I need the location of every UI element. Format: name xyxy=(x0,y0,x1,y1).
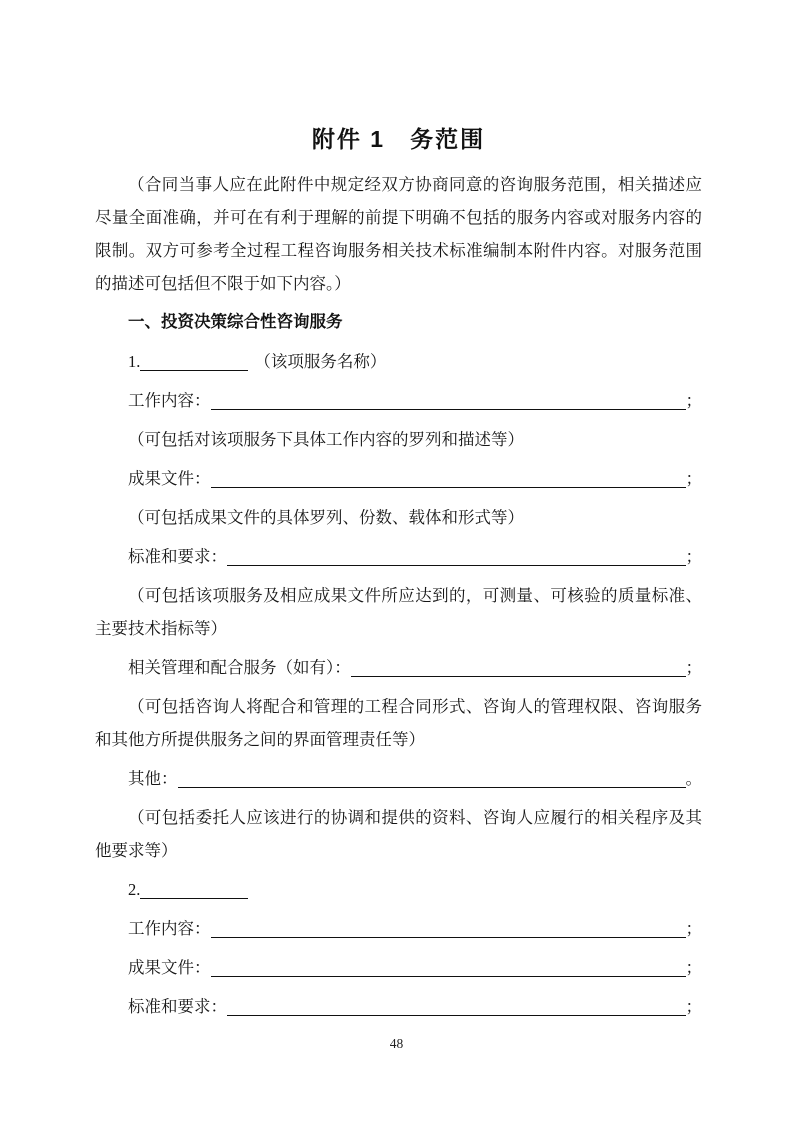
item-1-management-note: （可包括咨询人将配合和管理的工程合同形式、咨询人的管理权限、咨询服务和其他方所提供服务之间的界面管理责任等） xyxy=(95,697,702,749)
item-1-management-blank[interactable] xyxy=(351,648,686,687)
item-2-number: 2. xyxy=(128,880,141,899)
work-content-label: 工作内容： xyxy=(128,391,211,410)
management-terminator: ； xyxy=(685,658,702,677)
item-1-other-row xyxy=(95,759,702,798)
item-1-standards-row xyxy=(95,537,702,576)
item-2-deliverables-row xyxy=(95,948,702,987)
item-2-deliverables-blank[interactable] xyxy=(211,948,686,987)
item-1-other-blank[interactable] xyxy=(178,759,686,798)
item-1-work-content-row xyxy=(95,381,702,420)
management-label: 相关管理和配合服务（如有）： xyxy=(128,658,351,677)
item-2-standards-blank[interactable] xyxy=(227,987,686,1026)
work-content-label: 工作内容： xyxy=(128,919,211,938)
other-label: 其他： xyxy=(128,769,178,788)
page-number: 48 xyxy=(389,1036,404,1051)
item-1-management-row xyxy=(95,648,702,687)
item-1-service-name-blank[interactable] xyxy=(140,342,248,381)
intro-paragraph: （合同当事人应在此附件中规定经双方协商同意的咨询服务范围，相关描述应尽量全面准确，并可在有利于理解的前提下明确不包括的服务内容或对服务内容的限制。双方可参考全过程工程咨询服务相关技术标准编制本附件内容。对服务范围的描述可包括但不限于如下内容。） xyxy=(95,175,702,293)
item-1-work-content-blank[interactable] xyxy=(211,381,686,420)
other-terminator: 。 xyxy=(685,769,702,788)
item-2-work-content-blank[interactable] xyxy=(211,909,686,948)
item-2-title-line xyxy=(95,870,702,909)
item-1-other-note: （可包括委托人应该进行的协调和提供的资料、咨询人应履行的相关程序及其他要求等） xyxy=(95,808,702,860)
work-content-terminator: ； xyxy=(685,919,702,938)
work-content-terminator: ； xyxy=(685,391,702,410)
standards-label: 标准和要求： xyxy=(128,997,227,1016)
item-2-service-name-blank[interactable] xyxy=(140,870,248,909)
standards-terminator: ； xyxy=(685,997,702,1016)
page-content xyxy=(95,0,702,1026)
item-1-deliverables-note: （可包括成果文件的具体罗列、份数、载体和形式等） xyxy=(128,508,524,527)
item-1-standards-note: （可包括该项服务及相应成果文件所应达到的，可测量、可核验的质量标准、主要技术指标等） xyxy=(95,586,702,638)
item-1-deliverables-blank[interactable] xyxy=(211,459,686,498)
item-2-work-content-row xyxy=(95,909,702,948)
deliverables-terminator: ； xyxy=(685,469,702,488)
item-1-number: 1. xyxy=(128,352,141,371)
item-1-service-name-note: （该项服务名称） xyxy=(254,352,387,371)
standards-label: 标准和要求： xyxy=(128,547,227,566)
item-1-deliverables-row xyxy=(95,459,702,498)
deliverables-label: 成果文件： xyxy=(128,958,211,977)
deliverables-label: 成果文件： xyxy=(128,469,211,488)
item-1-work-content-note: （可包括对该项服务下具体工作内容的罗列和描述等） xyxy=(128,430,524,449)
item-1-title-line xyxy=(95,342,702,381)
page-title: 附件 1 务范围 xyxy=(311,126,486,152)
deliverables-terminator: ； xyxy=(685,958,702,977)
section-1-heading: 一、投资决策综合性咨询服务 xyxy=(128,313,343,331)
standards-terminator: ； xyxy=(685,547,702,566)
item-2-standards-row xyxy=(95,987,702,1026)
item-1-standards-blank[interactable] xyxy=(227,537,686,576)
